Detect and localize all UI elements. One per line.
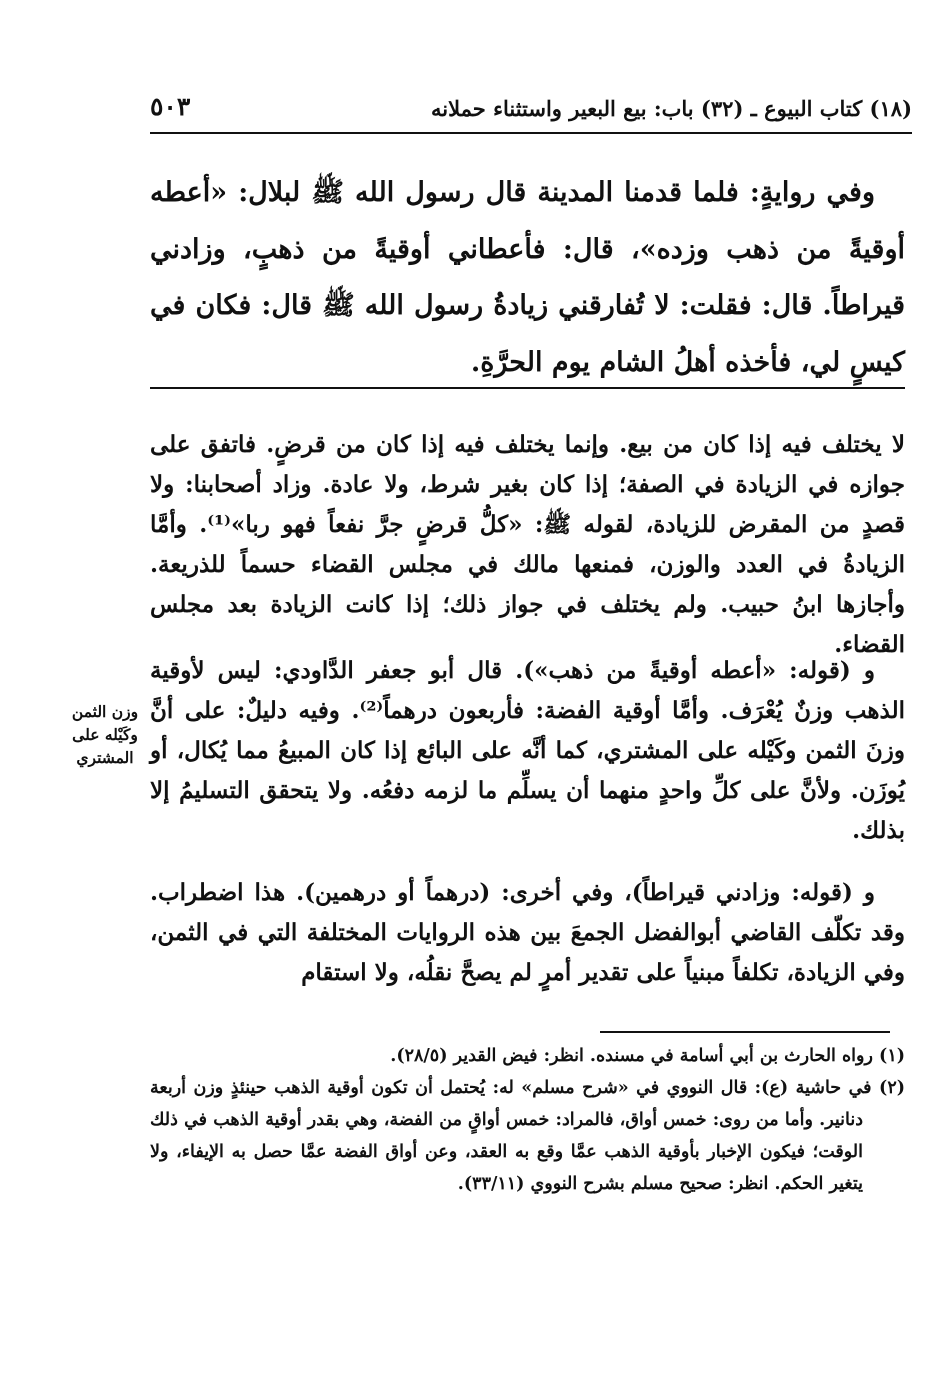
commentary-block	[150, 425, 905, 665]
page-number: ٥٠٣	[150, 92, 191, 121]
section-divider	[150, 387, 905, 389]
commentary-block	[150, 651, 905, 851]
footnote-rule	[600, 1031, 890, 1033]
header-rule	[150, 132, 912, 134]
footnotes	[150, 1040, 905, 1200]
footnote-2: (٢) في حاشية (ع): قال النووي في «شرح مسلم» له: يُحتمل أن تكون أوقية الذهب حينئذٍ وزن أربعة دنانير. وأما من روى: خمس أواق، فالمراد: خمس أواقٍ من الفضة، وهي بقدر أوقية الذهب في ذلك الوقت؛ فيكون الإخبار بأوقية الذهب عمَّا وقع به العقد، وعن أواق الفضة عمَّا حصل به الإيفاء، ولا يتغير الحكم. انظر: صحيح مسلم بشرح النووي (٣٣/١١).	[150, 1078, 905, 1194]
commentary-paragraph: و (قوله: وزادني قيراطاً)، وفي أخرى: (درهماً أو درهمين). هذا اضطراب. وقد تكلّف القاضي أبوالفضل الجمعَ بين هذه الروايات المختلفة التي في الثمن، وفي الزيادة، تكلفاً مبنياً على تقدير أمرٍ لم يصحَّ نقلُه، ولا استقام	[150, 879, 905, 986]
commentary-block	[150, 873, 905, 993]
running-header	[150, 92, 912, 132]
hadith-text	[150, 165, 905, 391]
header-title: (١٨) كتاب البيوع ـ (٣٢) باب: بيع البعير واستثناء حملانه	[431, 96, 912, 121]
commentary-paragraph: لا يختلف فيه إذا كان من بيع. وإنما يختلف فيه إذا كان من قرضٍ. فاتفق على جوازه في الزيادة في الصفة؛ إذا كان بغير شرط، ولا عادة. وزاد أصحابنا: ولا قصدٍ من المقرض للزيادة، لقوله ﷺ: «كلُّ قرضٍ جرَّ نفعاً فهو ربا»⁽¹⁾. وأمَّا الزيادةُ في العدد والوزن، فمنعها مالك في مجلس القضاء حسماً للذريعة. وأجازها ابنُ حبيب. ولم يختلف في جواز ذلك؛ إذا كانت الزيادة بعد مجلس القضاء.	[150, 431, 905, 658]
footnote-1: (١) رواه الحارث بن أبي أسامة في مسنده. انظر: فيض القدير (٢٨/٥).	[390, 1046, 905, 1066]
margin-note: وزن الثمن وكَيْله على المشتري	[71, 702, 139, 767]
hadith-paragraph: وفي روايةٍ: فلما قدمنا المدينة قال رسول الله ﷺ لبلال: «أعطه أوقيةً من ذهب وزده»، قال: فأعطاني أوقيةً من ذهبٍ، وزادني قيراطاً. قال: فقلت: لا تُفارقني زيادةُ رسول الله ﷺ قال: فكان في كيسٍ لي، فأخذه أهلُ الشام يوم الحرَّةِ.	[150, 177, 905, 378]
commentary-paragraph: و (قوله: «أعطه أوقيةً من ذهب»). قال أبو جعفر الدَّاودي: ليس لأوقية الذهب وزنٌ يُعْرَف. وأمَّا أوقية الفضة: فأربعون درهماً⁽²⁾. وفيه دليلٌ: على أنَّ وزنَ الثمن وكَيْله على المشتري، كما أنَّه على البائع إذا كان المبيعُ مما يُكال، أو يُوزَن. ولأنَّ على كلِّ واحدٍ منهما أن يسلِّم ما لزمه دفعُه. ولا يتحقق التسليمُ إلا بذلك.	[150, 657, 905, 844]
